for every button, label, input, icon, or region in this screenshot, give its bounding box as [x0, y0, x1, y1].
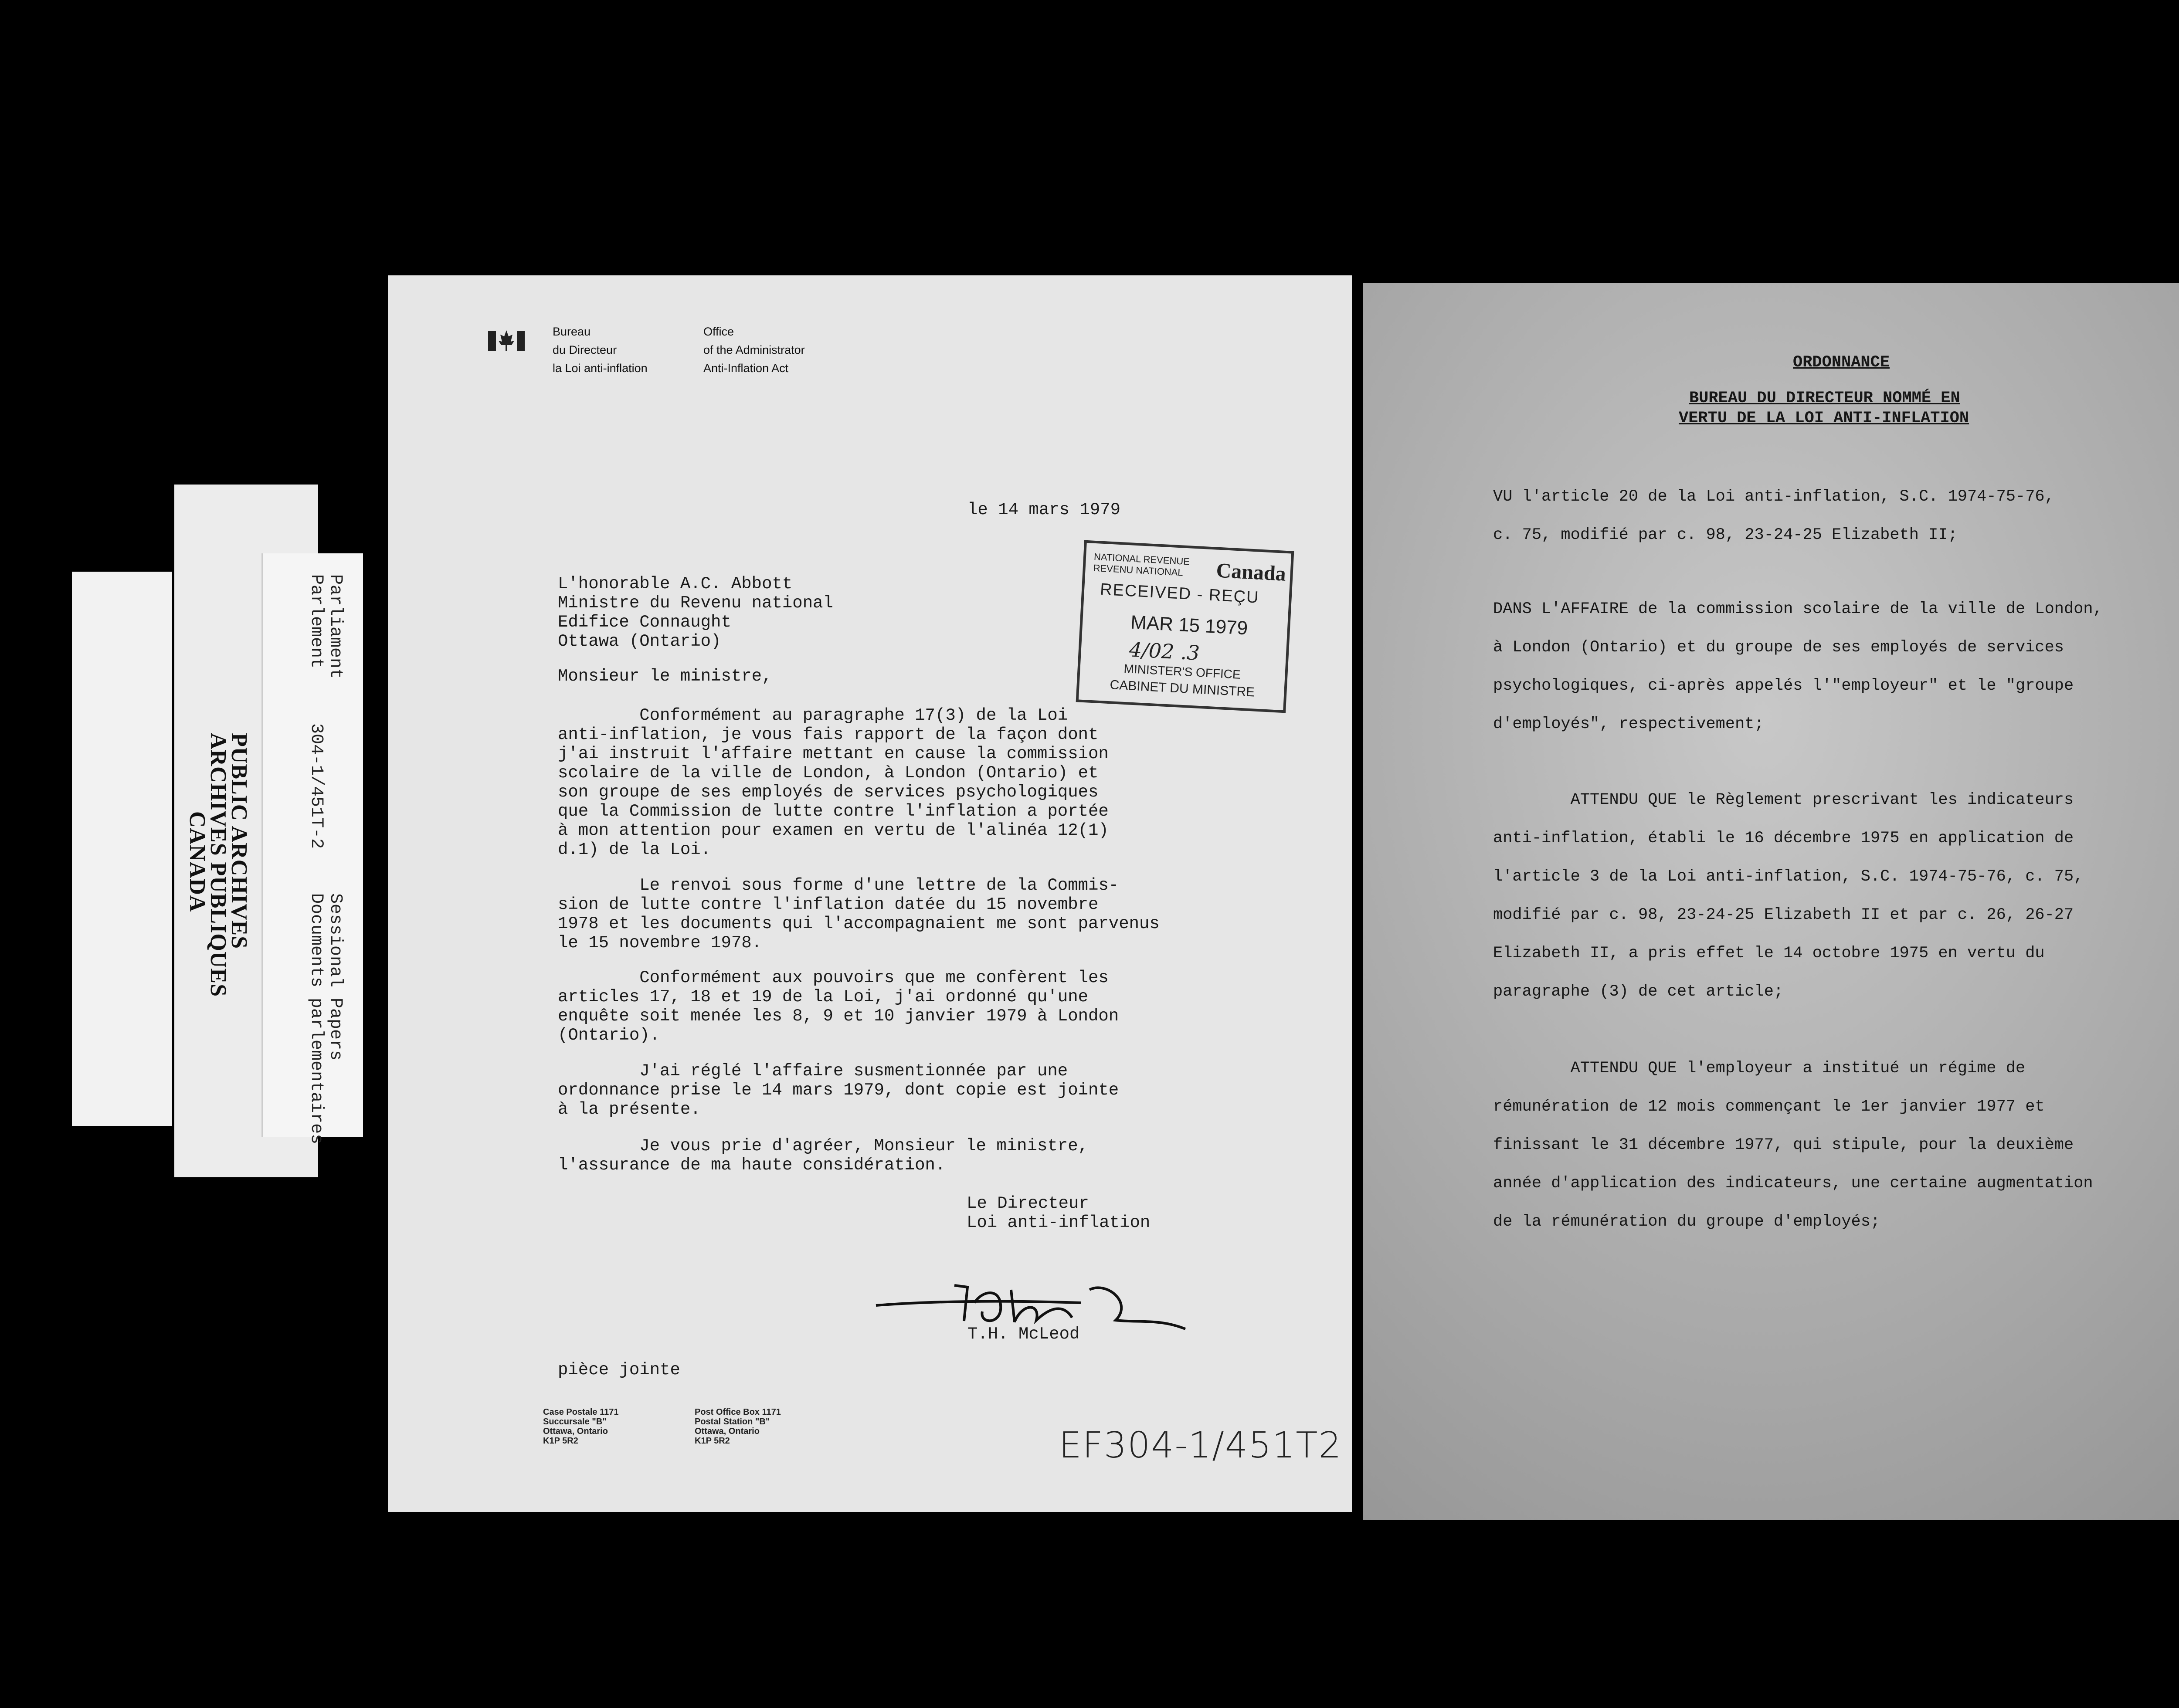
attendu1-line-3: l'article 3 de la Loi anti-inflation, S.C. 1974-75-76, c. 75, — [1493, 868, 2084, 886]
header-fr-line3: la Loi anti-inflation — [553, 362, 648, 375]
received-stamp — [1076, 540, 1294, 713]
p3-line-2: articles 17, 18 et 19 de la Loi, j'ai ordonné qu'une — [558, 987, 1088, 1006]
attendu1-line-1: ATTENDU QUE le Règlement prescrivant les indicateurs — [1493, 791, 2074, 809]
footer-fr-1: Case Postale 1171 — [543, 1407, 619, 1417]
archive-parliament: Parliament — [326, 574, 345, 679]
p1-line-2: anti-inflation, je vous fais rapport de la façon dont — [558, 725, 1099, 744]
archive-file-number: 304-1/451T-2 — [306, 723, 326, 849]
footer-en-3: Ottawa, Ontario — [695, 1427, 760, 1436]
archive-label-outer — [72, 572, 172, 1126]
archive-public-archives: PUBLIC ARCHIVES — [227, 733, 251, 949]
archive-documents-parlementaires: Documents parlementaires — [306, 893, 326, 1145]
attendu1-line-4: modifié par c. 98, 23-24-25 Elizabeth II et par c. 26, 26-27 — [1493, 906, 2074, 924]
dans-line-2: à London (Ontario) et du groupe de ses employés de services — [1493, 638, 2064, 657]
p2-line-4: le 15 novembre 1978. — [558, 933, 762, 952]
attendu1-line-5: Elizabeth II, a pris effet le 14 octobre 1975 en vertu du — [1493, 944, 2045, 962]
stamp-handwritten: 4/02 .3 — [1128, 637, 1201, 665]
maple-leaf-icon — [488, 328, 525, 356]
address-line-2: Ministre du Revenu national — [558, 593, 833, 613]
p1-line-5: son groupe de ses employés de services psychologiques — [558, 783, 1099, 802]
p1-line-7: à mon attention pour examen en vertu de l'alinéa 12(1) — [558, 821, 1109, 840]
p4-line-3: à la présente. — [558, 1100, 701, 1119]
p1-line-6: que la Commission de lutte contre l'inflation a portée — [558, 802, 1109, 821]
p2-line-1: Le renvoi sous forme d'une lettre de la Commis- — [558, 876, 1119, 895]
signatory-name: T.H. McLeod — [967, 1325, 1080, 1344]
p1-line-1: Conformément au paragraphe 17(3) de la Loi — [558, 706, 1068, 725]
ordonnance-subtitle-2: VERTU DE LA LOI ANTI-INFLATION — [1679, 409, 1969, 427]
p2-line-2: sion de lutte contre l'inflation datée du 15 novembre — [558, 895, 1099, 914]
header-fr-line1: Bureau — [553, 325, 591, 338]
footer-en-2: Postal Station "B" — [695, 1417, 770, 1427]
p3-line-4: (Ontario). — [558, 1026, 660, 1045]
stamp-date: MAR 15 1979 — [1130, 611, 1249, 639]
p1-line-4: scolaire de la ville de London, à London (Ontario) et — [558, 763, 1099, 783]
stamp-office-en: MINISTER'S OFFICE — [1123, 661, 1241, 681]
header-en-line1: Office — [703, 325, 734, 338]
attendu2-line-4: année d'application des indicateurs, une certaine augmentation — [1493, 1174, 2093, 1193]
address-line-3: Edifice Connaught — [558, 613, 731, 632]
attendu2-line-1: ATTENDU QUE l'employeur a institué un régime de — [1493, 1059, 2026, 1078]
ordonnance-subtitle-1: BUREAU DU DIRECTEUR NOMMÉ EN — [1689, 389, 1960, 407]
footer-en-4: K1P 5R2 — [695, 1436, 730, 1446]
p4-line-2: ordonnance prise le 14 mars 1979, dont copie est jointe — [558, 1081, 1119, 1100]
p3-line-3: enquête soit menée les 8, 9 et 10 janvier 1979 à London — [558, 1006, 1119, 1026]
attendu2-line-3: finissant le 31 décembre 1977, qui stipule, pour la deuxième — [1493, 1136, 2074, 1154]
stamp-line1: NATIONAL REVENUE — [1093, 551, 1190, 567]
dans-line-3: psychologiques, ci-après appelés l'"employeur" et le "groupe — [1493, 677, 2074, 695]
p1-line-3: j'ai instruit l'affaire mettant en cause la commission — [558, 744, 1109, 763]
salutation: Monsieur le ministre, — [558, 667, 772, 686]
vu-line-2: c. 75, modifié par c. 98, 23-24-25 Elizabeth II; — [1493, 526, 1958, 544]
stamp-office-fr: CABINET DU MINISTRE — [1109, 678, 1255, 700]
archive-parlement: Parlement — [306, 574, 326, 669]
enclosure: pièce jointe — [558, 1360, 680, 1379]
attendu1-line-2: anti-inflation, établi le 16 décembre 1975 en application de — [1493, 829, 2074, 847]
stamp-received: RECEIVED - REÇU — [1100, 580, 1260, 607]
header-fr-line2: du Directeur — [553, 343, 617, 356]
vu-line-1: VU l'article 20 de la Loi anti-inflation, S.C. 1974-75-76, — [1493, 488, 2054, 506]
p2-line-3: 1978 et les documents qui l'accompagnaient me sont parvenus — [558, 914, 1160, 933]
p5-line-1: Je vous prie d'agréer, Monsieur le ministre, — [558, 1136, 1088, 1156]
dans-line-4: d'employés", respectivement; — [1493, 715, 1764, 733]
p1-line-8: d.1) de la Loi. — [558, 840, 711, 859]
address-line-1: L'honorable A.C. Abbott — [558, 574, 793, 593]
archive-canada: CANADA — [185, 811, 210, 912]
letter-date: le 14 mars 1979 — [967, 500, 1121, 519]
ordonnance-page — [1363, 283, 2179, 1520]
stamp-line2: REVENU NATIONAL — [1093, 562, 1184, 578]
archive-sessional-papers: Sessional Papers — [326, 893, 345, 1061]
attendu2-line-2: rémunération de 12 mois commençant le 1er janvier 1977 et — [1493, 1098, 2045, 1116]
dans-line-1: DANS L'AFFAIRE de la commission scolaire de la ville de London, — [1493, 600, 2103, 618]
archive-archives-publiques: ARCHIVES PUBLIQUES — [206, 733, 231, 997]
footer-fr-2: Succursale "B" — [543, 1417, 607, 1427]
header-en-line3: Anti-Inflation Act — [703, 362, 789, 375]
attendu1-line-6: paragraphe (3) de cet article; — [1493, 983, 1784, 1001]
ordonnance-title: ORDONNANCE — [1793, 353, 1890, 372]
attendu2-line-5: de la rémunération du groupe d'employés; — [1493, 1213, 1880, 1231]
closing-line-2: Loi anti-inflation — [967, 1213, 1151, 1232]
address-line-4: Ottawa (Ontario) — [558, 632, 721, 651]
stamp-brand: Canada — [1215, 559, 1287, 586]
footer-en-1: Post Office Box 1171 — [695, 1407, 781, 1417]
p5-line-2: l'assurance de ma haute considération. — [558, 1156, 946, 1175]
p4-line-1: J'ai réglé l'affaire susmentionnée par une — [558, 1061, 1068, 1081]
closing-line-1: Le Directeur — [967, 1194, 1089, 1213]
header-en-line2: of the Administrator — [703, 343, 805, 356]
footer-fr-4: K1P 5R2 — [543, 1436, 578, 1446]
footer-fr-3: Ottawa, Ontario — [543, 1427, 608, 1436]
handwritten-reference: EF304-1/451T2 — [1059, 1425, 1342, 1466]
p3-line-1: Conformément aux pouvoirs que me confèrent les — [558, 968, 1109, 987]
